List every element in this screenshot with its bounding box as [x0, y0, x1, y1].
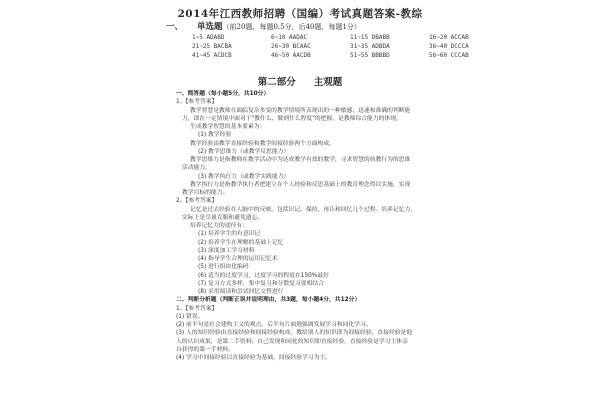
answer-cell: 41~45 ACDCB — [192, 52, 232, 59]
answer-cell: 21~25 BACBA — [192, 43, 232, 50]
document-body — [176, 90, 444, 362]
answer-cell: 51~55 BBBBD — [350, 52, 390, 59]
text-line: (7) 复习方式多样，集中复习和分散复习要相结合 — [198, 280, 324, 287]
text-line: (1) 培养学生的有意识记 — [198, 231, 261, 238]
section1-number: 一、 — [166, 22, 184, 32]
answer-cell: 26~30 BCAAC — [271, 43, 311, 50]
answer-grid — [192, 34, 508, 59]
text-line: (2) 培养学生在理解的基础上记忆 — [198, 239, 284, 246]
document-title: 2014年江西教师招聘（国编）考试真题答案-教综 — [177, 8, 423, 20]
text-line: 教学执行力是指教学执行者把建立在个人经验和反思基础上的教育理念得以实施，实现 — [190, 181, 411, 188]
answer-cell: 11~15 DBABB — [350, 34, 390, 41]
answer-cell: 46~50 AACDB — [271, 52, 311, 59]
text-line: 教学思维力是指教师在教学活动中为达成教学有效的教学，寻求智慧的执教行为的思维 — [190, 157, 411, 163]
answer-cell: 31~35 ADBDA — [350, 43, 390, 50]
text-line: 记忆是过去经验在人脑中的反映，包括识记、保持、再认和回忆几个过程。培养记忆力， — [190, 206, 417, 213]
answer-cell: 6~10 AADAC — [271, 34, 308, 41]
text-line: (1) 错误。 — [176, 313, 204, 320]
section1-title: 单选题 — [197, 22, 223, 32]
text-line: (4) 指导学生合理的运用记忆术 — [198, 256, 278, 262]
text-line: 人的认识成果，是第二手资料；自己发现和同化的知识即直接经验，直接经验是学习主体亲 — [176, 338, 408, 345]
text-line: 1、【参考答案】 — [176, 99, 218, 106]
part2-title: 主观题 — [313, 77, 343, 88]
answer-cell: 1~5 ADABD — [192, 34, 225, 41]
text-line: (4) 学习中间接经验以直接经验为基础，间接经验学习为主。 — [176, 355, 331, 361]
text-line: 教学目标的能力。 — [182, 190, 229, 196]
section1-heading — [166, 20, 361, 32]
part2-label: 第二部分 — [257, 77, 296, 88]
text-line: (3) 教学执行力（或教学实践能力） — [198, 173, 290, 180]
text-line: 自获得的第一手材料。 — [176, 346, 234, 353]
text-line: (2) 前半句是社会建构主义的观点，后半句片面地强调发展学习和同化学习。 — [176, 322, 372, 328]
text-line: 教学经验由教学直接经验和教学间接经验两个方面构成。 — [190, 140, 335, 147]
section-heading: 二、判断分析题（判断正误并说明理由，共3题，每小题4分，共12分） — [176, 297, 361, 304]
section1-subtitle: （前20题，每题0.5分，后40题，每题1分） — [222, 23, 361, 31]
text-line: (1) 教学经验 — [198, 132, 232, 139]
text-line: 1、【参考答案】 — [176, 305, 218, 312]
text-line: 力，即在一定情境中面对于"教什么、做到什么程度"的把握，是教师综合能力的体现。 — [182, 115, 402, 122]
text-line: (3) 人的知识经验由直接经验和间接经验构成。教给别人的知识即为间接经验，直接经验是他 — [176, 330, 413, 337]
text-line: 2、【参考答案】 — [176, 198, 218, 205]
answer-cell: 56~60 CCCAB — [429, 52, 469, 59]
text-line: (3) 深度加工学习材料 — [198, 247, 255, 254]
text-line: 生成教学智慧的基本要素为： — [190, 124, 266, 130]
text-line: 培养记忆力的途径有： — [190, 223, 248, 229]
text-line: 活动能力。 — [182, 165, 211, 172]
text-line: 教学智慧是教师在面临复杂多变的教学情境所表现出的一种敏感、迅速和准确的判断能 — [190, 107, 411, 114]
text-line: (6) 适当的过度学习，过度学习的程度在150%最好 — [198, 272, 329, 279]
answer-cell: 16~20 ACCAB — [429, 34, 469, 41]
text-line: (8) 采用阅读和尝试回忆交替进行 — [198, 289, 284, 295]
text-line: 实际上是尽量克服和避免遗忘。 — [182, 214, 264, 221]
answer-cell: 36~40 DCCCA — [429, 43, 469, 50]
text-line: (2) 教学思维力（或教学反思能力） — [198, 148, 290, 155]
text-line: (5) 进行组块化编码 — [198, 264, 249, 271]
section-heading: 一、简答题（每小题5分，共10分） — [176, 91, 270, 97]
part2-heading — [0, 74, 600, 88]
